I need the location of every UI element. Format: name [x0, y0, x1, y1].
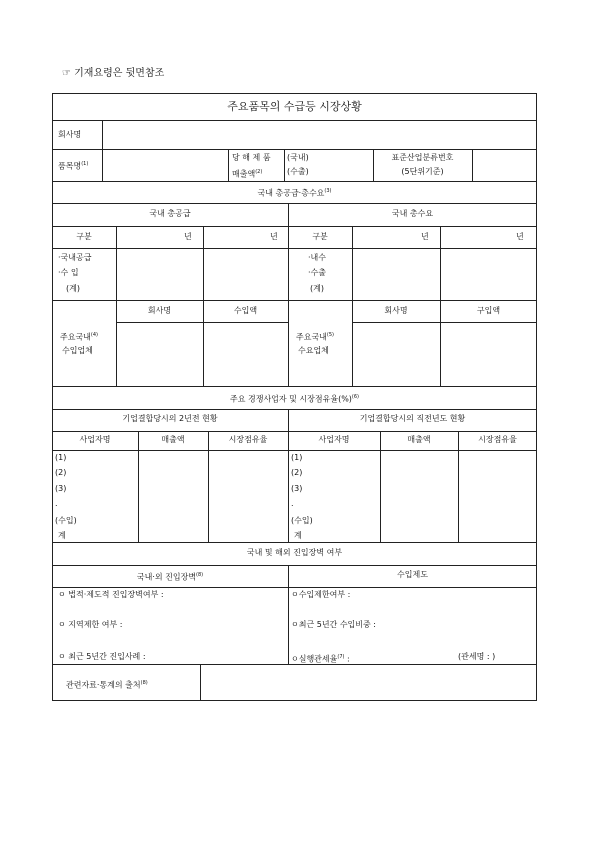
demand-row: (계): [310, 284, 324, 293]
header-note: ☞ 기재요령은 뒷면참조: [62, 68, 165, 79]
left-rank-row: (1): [55, 453, 67, 462]
supply-row: ·수 입: [58, 268, 79, 277]
right-rank-row: (수입): [291, 516, 313, 525]
import-item: ㅇ최근 5년간 수입비중 :: [291, 620, 376, 629]
rule: [52, 565, 537, 566]
sales-label-line1: 당 해 제 품: [232, 153, 271, 162]
right-rank-row: (2): [291, 468, 303, 477]
rule: [228, 149, 229, 181]
demand-row: ·내수: [308, 253, 326, 262]
importer-col-amount: 수입액: [233, 306, 258, 315]
sales-input[interactable]: [320, 150, 372, 180]
item-input[interactable]: [103, 150, 227, 180]
rule: [52, 386, 537, 387]
left-rank-row: (3): [55, 484, 67, 493]
form-title: 주요품목의 수급등 시장상황: [227, 100, 362, 113]
ksic-sub: (5단위기준): [401, 167, 444, 176]
source-label: 관련자료·통계의 출처$^{(8)}$: [66, 680, 148, 690]
supply-row: (계): [66, 284, 80, 293]
left-col-sales: 매출액: [161, 435, 185, 444]
rule: [52, 203, 537, 204]
supply-col-year2: 년: [270, 232, 278, 241]
rule: [138, 431, 139, 542]
rule: [458, 431, 459, 542]
left-col-biz: 사업자명: [79, 435, 111, 444]
consumer-col-amount: 구입액: [476, 306, 501, 315]
rule: [288, 409, 289, 542]
barrier-item: ㅇ 법적·제도적 진입장벽여부 :: [58, 590, 164, 599]
demand-row: ·수출: [308, 268, 326, 277]
rule: [52, 300, 537, 301]
supply-col-gubun: 구분: [76, 232, 92, 241]
rule: [52, 409, 537, 410]
import-item: ㅇ수입제한여부 :: [291, 590, 351, 599]
supply-col-year1: 년: [184, 232, 192, 241]
rule: [52, 181, 537, 182]
right-rank-row: 계: [294, 531, 302, 540]
importer-col-company: 회사명: [147, 306, 172, 315]
rule: [52, 450, 537, 451]
tariff-label: (관세명 : ): [458, 652, 496, 661]
item-label: 품목명$^{(1)}$: [58, 161, 89, 171]
rule: [52, 226, 537, 227]
source-input[interactable]: [201, 665, 536, 700]
import-head: 수입제도: [397, 570, 428, 579]
left-rank-row: (수입): [55, 516, 77, 525]
left-rank-row: .: [55, 499, 58, 508]
rule: [288, 203, 289, 386]
demand-col-year2: 년: [516, 232, 524, 241]
rule: [52, 248, 537, 249]
left-period-head: 기업결합당시의 2년전 현황: [122, 414, 218, 423]
right-rank-row: (3): [291, 484, 303, 493]
right-col-sales: 매출액: [407, 435, 431, 444]
rule: [208, 431, 209, 542]
demand-col-year1: 년: [421, 232, 429, 241]
main-consumer-label: 주요국내$^{(5)}$: [296, 332, 335, 342]
right-col-share: 시장점유율: [478, 435, 517, 444]
company-label: 회사명: [58, 130, 82, 139]
main-consumer-label-2: 수요업체: [298, 346, 329, 355]
right-rank-row: (1): [291, 453, 303, 462]
rule: [284, 149, 285, 181]
rule: [116, 322, 288, 323]
company-input[interactable]: [103, 121, 536, 148]
right-period-head: 기업결합당시의 직전년도 현황: [359, 414, 466, 423]
rule: [352, 322, 537, 323]
rule: [380, 431, 381, 542]
main-importer-label: 주요국내$^{(4)}$: [60, 332, 99, 342]
barrier-head: 국내·외 진입장벽$^{(8)}$: [136, 572, 204, 582]
barrier-item: ㅇ 지역제한 여부 :: [58, 620, 123, 629]
section-competitors: 주요 경쟁사업자 및 시장점유율(%)$^{(6)}$: [229, 394, 360, 404]
consumer-col-company: 회사명: [384, 306, 408, 315]
barrier-item: ㅇ 최근 5년간 진입사례 :: [58, 652, 146, 661]
rule: [52, 542, 537, 543]
left-rank-row: 계: [58, 531, 66, 540]
rule: [52, 587, 537, 588]
sales-export: (수출): [287, 167, 309, 176]
section-barriers: 국내 및 해외 진입장벽 여부: [246, 548, 343, 557]
ksic-input[interactable]: [473, 150, 536, 180]
main-importer-label-2: 수입업체: [62, 346, 93, 355]
supply-row: ·국내공급: [58, 253, 92, 262]
demand-col-gubun: 구분: [312, 232, 328, 241]
section-supply-demand: 국내 총공급·총수요$^{(3)}$: [257, 188, 332, 198]
right-col-biz: 사업자명: [318, 435, 350, 444]
demand-head: 국내 총수요: [391, 209, 434, 218]
left-col-share: 시장점유율: [228, 435, 268, 444]
sales-label-line2: 매출액$^{(2)}$: [232, 169, 263, 179]
sales-domestic: (국내): [287, 153, 309, 162]
import-item: ㅇ실행관세율$^{(7)}$ :: [291, 654, 350, 664]
right-rank-row: .: [291, 499, 294, 508]
supply-head: 국내 총공급: [149, 209, 191, 218]
ksic-label: 표준산업분류번호: [391, 153, 454, 162]
left-rank-row: (2): [55, 468, 67, 477]
rule: [52, 431, 537, 432]
